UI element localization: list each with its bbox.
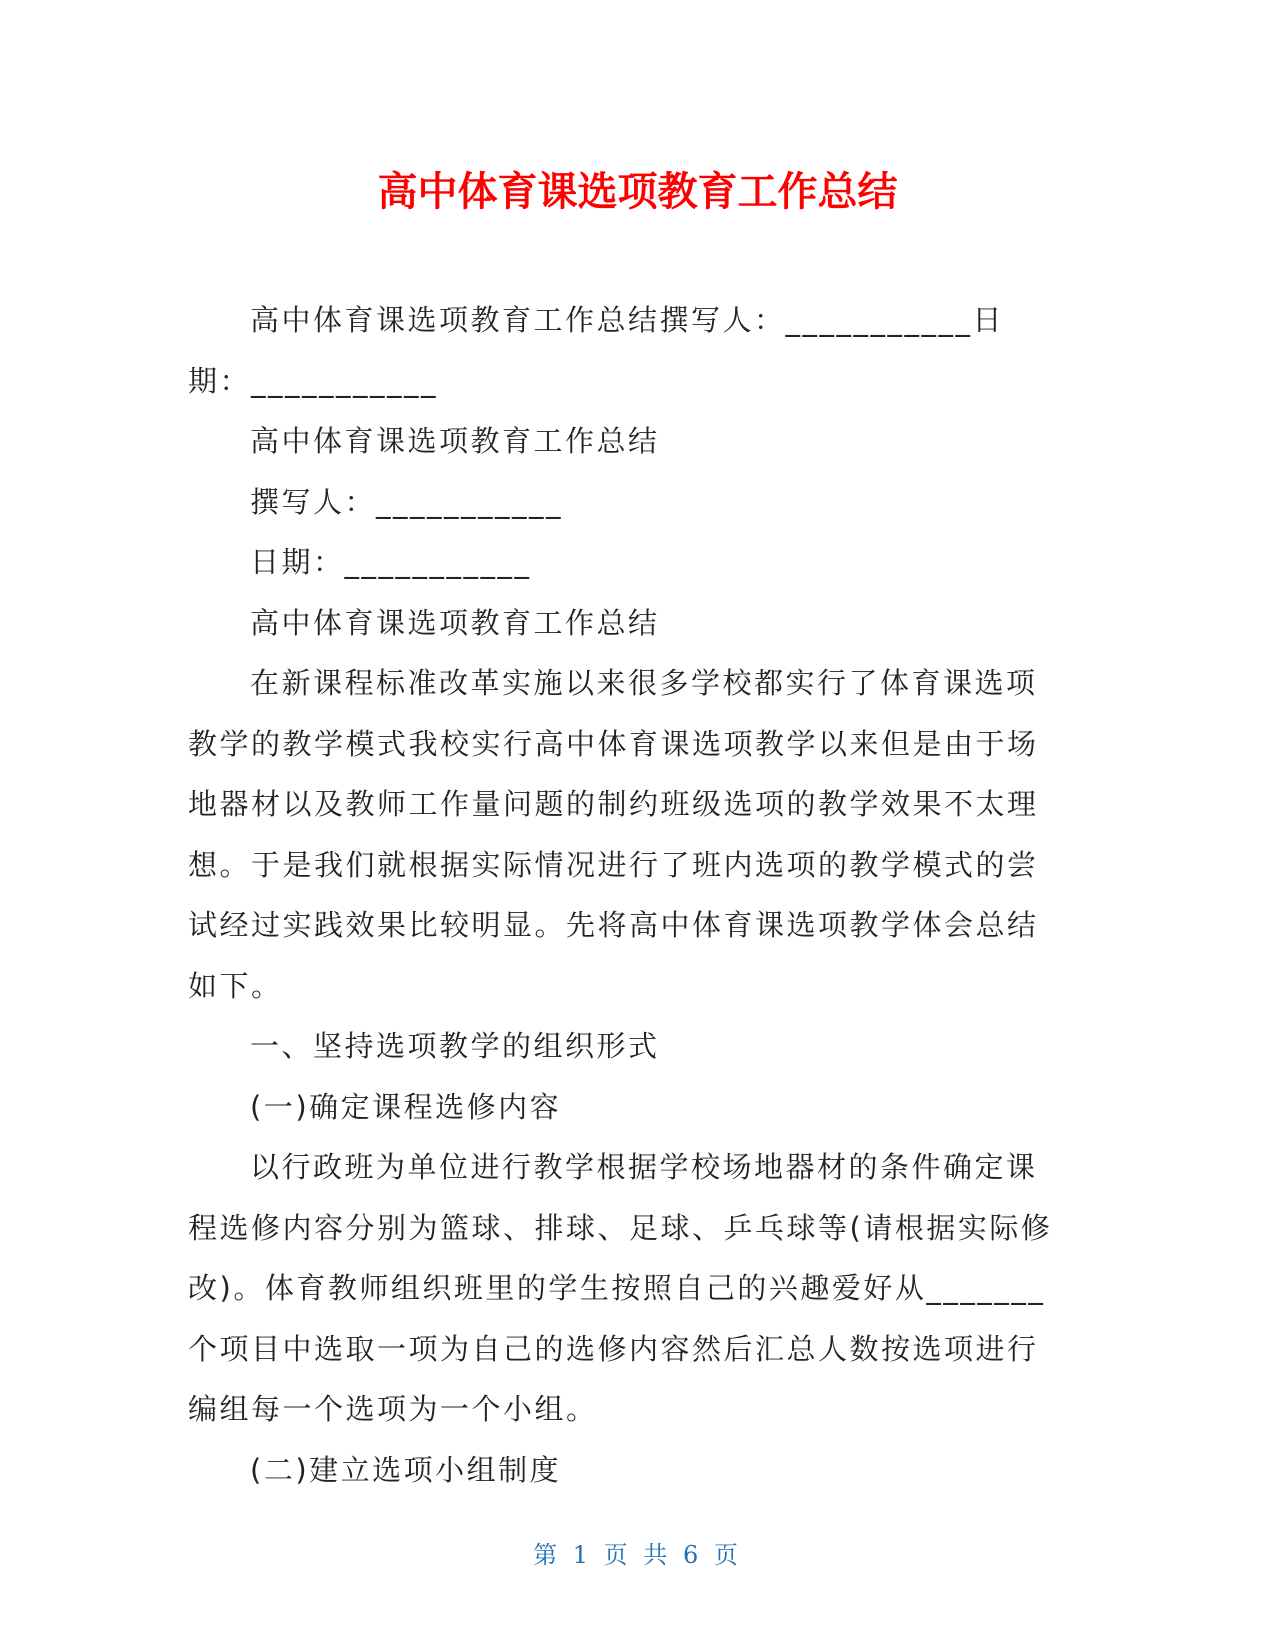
author-label: 撰写人： <box>250 484 377 519</box>
page-footer: 第 1 页 共 6 页 <box>533 1541 742 1569</box>
document-title: 高中体育课选项教育工作总结 <box>377 169 898 215</box>
date-blank-inline: ___________ <box>251 363 439 398</box>
subtitle: 高中体育课选项教育工作总结 <box>250 424 660 458</box>
subsection-heading-2: (二)建立选项小组制度 <box>250 1452 562 1487</box>
date-blank: ___________ <box>344 545 532 579</box>
paragraph-course-content <box>188 1137 1058 1440</box>
header-line <box>188 290 1058 411</box>
date-label-inline: 日期： <box>188 303 1005 398</box>
paragraph-course-content-part2: 个项目中选取一项为自己的选修内容然后汇总人数按选项进行编组每一个选项为一个小组。 <box>188 1331 1039 1426</box>
author-blank-inline: ___________ <box>785 303 973 337</box>
subtitle-repeat: 高中体育课选项教育工作总结 <box>250 605 660 640</box>
document-body <box>188 290 1058 1500</box>
paragraph-intro: 在新课程标准改革实施以来很多学校都实行了体育课选项教学的教学模式我校实行高中体育课选项教学以来但是由于场地器材以及教师工作量问题的制约班级选项的教学效果不太理想。于是我们就根据实际情况进行了班内选项的教学模式的尝试经过实践效果比较明显。先将高中体育课选项教学体会总结如下。 <box>188 666 1039 1003</box>
subsection-heading-1: (一)确定课程选修内容 <box>250 1089 562 1124</box>
author-line <box>188 472 1058 533</box>
section-heading-1: 一、坚持选项教学的组织形式 <box>250 1029 660 1063</box>
date-label: 日期： <box>250 545 345 579</box>
project-count-blank: _______ <box>926 1271 1046 1305</box>
author-blank: ___________ <box>376 484 564 519</box>
date-line <box>188 532 1058 593</box>
paragraph-course-content-part1: 以行政班为单位进行教学根据学校场地器材的条件确定课程选修内容分别为篮球、排球、足球、乒乓球等(请根据实际修改)。体育教师组织班里的学生按照自己的兴趣爱好从 <box>188 1150 1053 1305</box>
header-prefix: 高中体育课选项教育工作总结撰写人： <box>250 303 786 337</box>
